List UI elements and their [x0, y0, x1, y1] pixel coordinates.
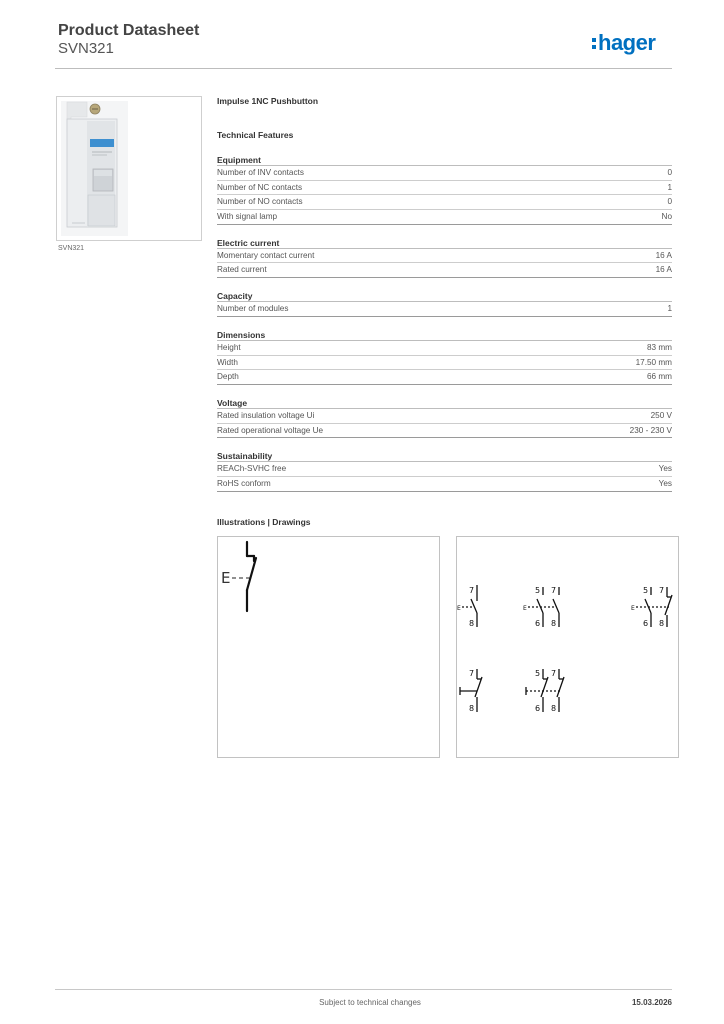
spec-value: Yes: [658, 478, 672, 488]
spec-column: [217, 96, 672, 492]
section-capacity: [217, 290, 672, 317]
spec-label: Rated operational voltage Ue: [217, 425, 324, 435]
wiring-symbol-drawing: [217, 536, 440, 758]
actuator-label: E: [221, 569, 231, 587]
product-image-frame: [56, 96, 202, 241]
spec-row: [217, 356, 672, 371]
section-voltage: [217, 397, 672, 438]
terminal-label: 8: [551, 619, 557, 628]
terminal-label: 8: [469, 704, 475, 713]
spec-row: [217, 166, 672, 181]
spec-row: [217, 409, 672, 424]
image-caption: SVN321: [58, 245, 85, 252]
spec-row: [217, 302, 672, 317]
contact-variant-symbols: [457, 537, 678, 757]
logo-dot-bottom: [592, 45, 596, 49]
spec-row: [217, 263, 672, 278]
header-divider: [55, 68, 672, 69]
terminal-label: 7: [469, 586, 475, 595]
product-name: Impulse 1NC Pushbutton: [217, 96, 319, 106]
terminal-label: 5: [535, 586, 541, 595]
spec-label: Number of INV contacts: [217, 168, 304, 177]
spec-label: REACh-SVHC free: [217, 464, 287, 474]
spec-row: [217, 424, 672, 439]
spec-value: No: [661, 212, 672, 222]
spec-label: Rated insulation voltage Ui: [217, 410, 315, 420]
terminal-label: 6: [535, 619, 541, 628]
actuator-label: E: [523, 605, 527, 612]
terminal-label: 5: [535, 669, 541, 678]
spec-row: [217, 249, 672, 264]
terminal-label: 8: [551, 704, 557, 713]
technical-features-heading: Technical Features: [217, 130, 294, 140]
section-sustainability: [217, 450, 672, 491]
terminal-label: 7: [551, 586, 557, 595]
spec-row: [217, 210, 672, 225]
spec-label: Width: [217, 357, 238, 367]
spec-value: 1: [667, 304, 672, 314]
spec-value: 83 mm: [646, 342, 672, 352]
spec-label: RoHS conform: [217, 478, 271, 488]
terminal-label: 7: [469, 669, 475, 678]
spec-row: [217, 477, 672, 492]
section-equipment: [217, 154, 672, 225]
spec-value: 66 mm: [646, 372, 672, 382]
section-dimensions: [217, 329, 672, 385]
terminal-label: 5: [643, 586, 649, 595]
brand-name: hager: [598, 30, 656, 55]
spec-label: Momentary contact current: [217, 250, 315, 260]
section-title: Electric current: [217, 237, 672, 249]
spec-label: With signal lamp: [217, 212, 278, 222]
section-title: Sustainability: [217, 450, 672, 462]
logo-dot-top: [592, 38, 596, 42]
terminal-label: 7: [659, 586, 665, 595]
product-image: [57, 97, 201, 240]
section-electric-current: [217, 237, 672, 278]
product-code: SVN321: [58, 40, 114, 57]
footer-divider: [55, 989, 672, 990]
spec-value: 230 - 230 V: [629, 425, 672, 435]
wiring-variants-drawing: [456, 536, 679, 758]
spec-value: 250 V: [650, 410, 672, 420]
terminal-label: 6: [643, 619, 649, 628]
spec-label: Number of modules: [217, 304, 289, 314]
spec-value: Yes: [658, 464, 672, 474]
actuator-label: E: [631, 605, 635, 612]
spec-label: Depth: [217, 372, 239, 382]
spec-value: 16 A: [655, 250, 672, 260]
spec-value: 0: [667, 168, 672, 177]
illustrations-heading: Illustrations | Drawings: [217, 517, 311, 527]
spec-row: [217, 370, 672, 385]
footer-note: Subject to technical changes: [319, 998, 421, 1007]
spec-value: 1: [667, 182, 672, 192]
spec-value: 0: [667, 197, 672, 207]
spec-label: Number of NO contacts: [217, 197, 303, 207]
section-title: Voltage: [217, 397, 672, 409]
spec-value: 17.50 mm: [635, 357, 672, 367]
section-title: Capacity: [217, 290, 672, 302]
section-title: Equipment: [217, 154, 672, 166]
spec-value: 16 A: [655, 265, 672, 275]
page-title: Product Datasheet: [58, 22, 200, 39]
spec-label: Rated current: [217, 265, 267, 275]
section-title: Dimensions: [217, 329, 672, 341]
terminal-label: 7: [551, 669, 557, 678]
spec-row: [217, 341, 672, 356]
terminal-label: 8: [469, 619, 475, 628]
spec-label: Number of NC contacts: [217, 182, 303, 192]
spec-label: Height: [217, 342, 241, 352]
spec-row: [217, 195, 672, 210]
nc-contact-symbol: [218, 537, 439, 757]
terminal-label: 8: [659, 619, 665, 628]
footer-date: 15.03.2026: [631, 998, 672, 1007]
spec-row: [217, 462, 672, 477]
terminal-label: 6: [535, 704, 541, 713]
hager-logo: [592, 28, 674, 58]
spec-row: [217, 181, 672, 196]
actuator-label: E: [457, 605, 461, 612]
